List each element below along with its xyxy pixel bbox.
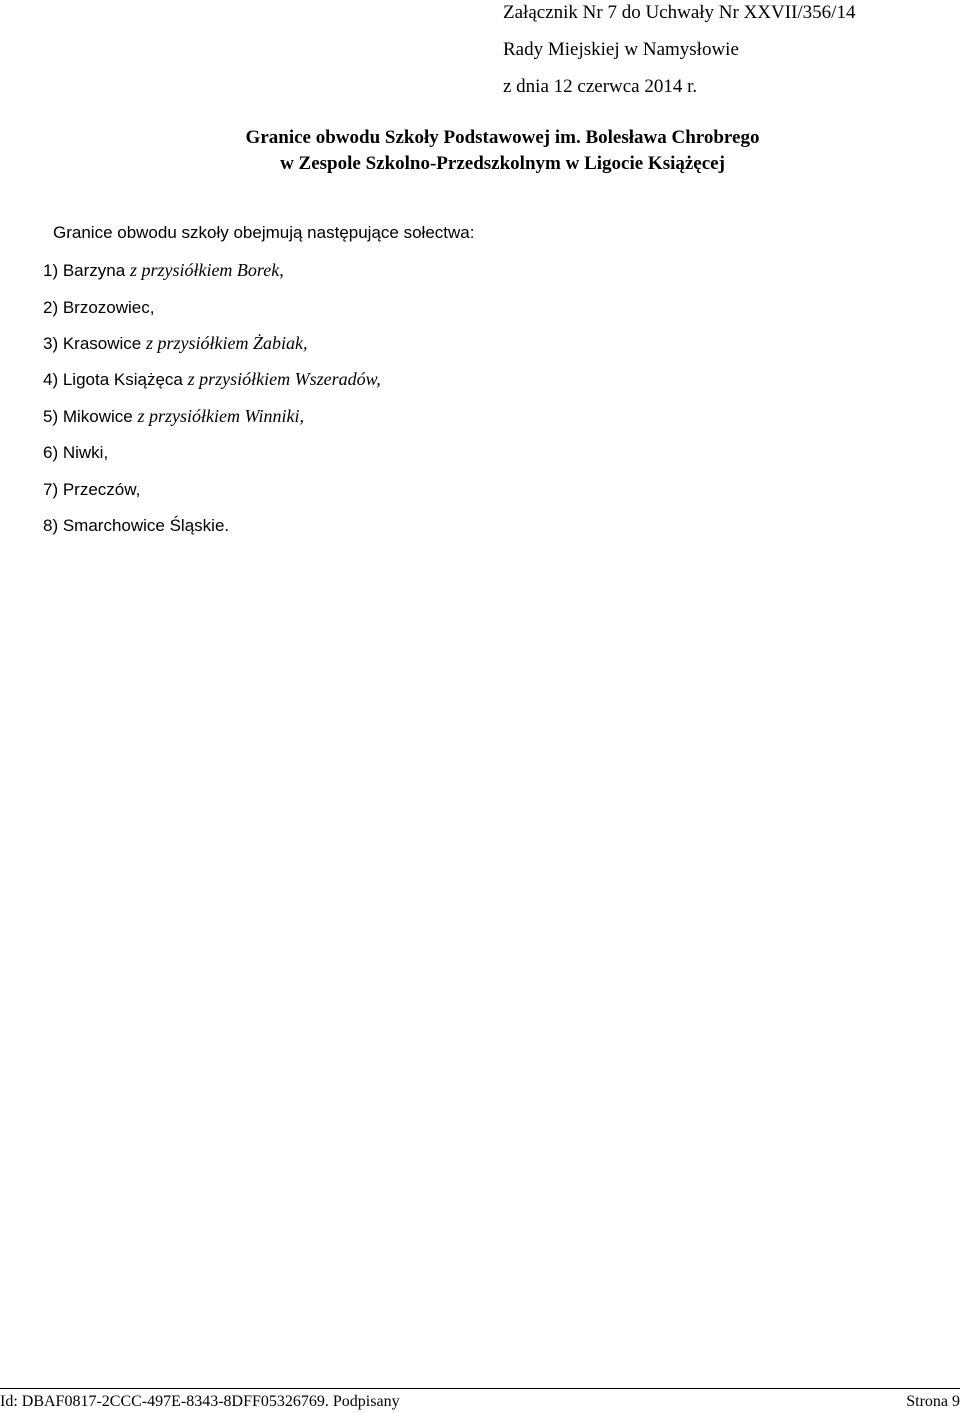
document-title-line-2: w Zespole Szkolno-Przedszkolnym w Ligocie Książęcej xyxy=(280,153,725,174)
list-item-main: 7) Przeczów, xyxy=(43,480,141,499)
list-item-main: 4) Ligota Książęca xyxy=(43,370,188,389)
intro-paragraph: Granice obwodu szkoły obejmują następujące sołectwa: xyxy=(53,223,475,242)
document-title-line-1: Granice obwodu Szkoły Podstawowej im. Bolesława Chrobrego xyxy=(245,127,760,148)
document-id-footer: Id: DBAF0817-2CCC-497E-8343-8DFF05326769. Podpisany xyxy=(0,1393,400,1410)
list-item-italic: z przysiółkiem Żabiak, xyxy=(145,333,308,353)
list-item-italic: z przysiółkiem Winniki, xyxy=(137,406,304,426)
list-item-main: 8) Smarchowice Śląskie. xyxy=(43,516,230,535)
list-item xyxy=(43,296,154,319)
list-item-main: 2) Brzozowiec, xyxy=(43,298,155,317)
list-item xyxy=(43,405,304,428)
list-item xyxy=(43,478,140,501)
footer-divider xyxy=(0,1388,960,1389)
list-item-italic: z przysiółkiem Wszeradów, xyxy=(187,369,381,389)
list-item-main: 5) Mikowice xyxy=(43,407,138,426)
list-item-main: 3) Krasowice xyxy=(43,334,146,353)
annex-header-line-1: Załącznik Nr 7 do Uchwały Nr XXVII/356/14 xyxy=(503,2,856,23)
list-item xyxy=(43,259,284,282)
annex-header-line-3: z dnia 12 czerwca 2014 r. xyxy=(503,76,698,97)
list-item xyxy=(43,441,108,464)
list-item xyxy=(43,514,229,537)
annex-header-line-2: Rady Miejskiej w Namysłowie xyxy=(503,39,739,60)
list-item xyxy=(43,368,381,391)
list-item-main: 1) Barzyna xyxy=(43,261,130,280)
list-item-italic: z przysiółkiem Borek, xyxy=(129,260,284,280)
page-number-footer: Strona 9 xyxy=(906,1393,960,1410)
list-item xyxy=(43,332,307,355)
list-item-main: 6) Niwki, xyxy=(43,443,109,462)
